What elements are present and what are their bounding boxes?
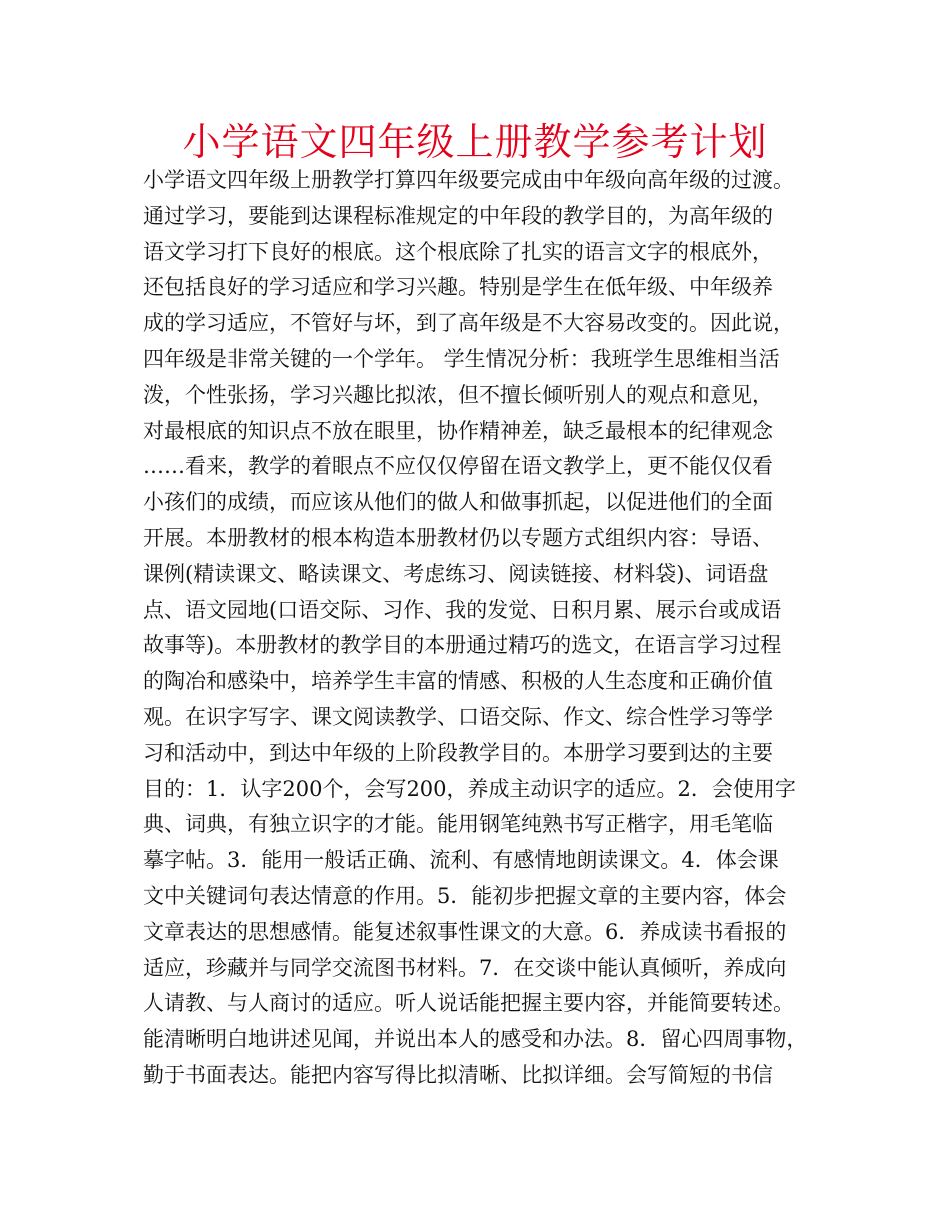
body-line: 故事等)。本册教材的教学目的本册通过精巧的选文，在语言学习过程 [143,633,782,658]
body-line: 泼，个性张扬，学习兴趣比拟浓，但不擅长倾听别人的观点和意见， [143,382,773,407]
body-line: 四年级是非常关键的一个学年。 学生情况分析：我班学生思维相当活 [143,346,780,371]
body-line: 适应，珍藏并与同学交流图书材料。7．在交谈中能认真倾听，养成向 [143,955,787,980]
body-line: 对最根底的知识点不放在眼里，协作精神差，缺乏最根本的纪律观念 [143,418,773,443]
body-line: 小学语文四年级上册教学打算四年级要完成由中年级向高年级的过渡。 [143,168,794,192]
body-line: 语文学习打下良好的根底。这个根底除了扎实的语言文字的根底外， [143,239,773,264]
body-line: 成的学习适应，不管好与坏，到了高年级是不大容易改变的。因此说， [143,311,794,336]
body-line: 习和活动中，到达中年级的上阶段教学目的。本册学习要到达的主要 [143,740,773,765]
body-line: 的陶冶和感染中，培养学生丰富的情感、积极的人生态度和正确价值 [143,669,773,694]
body-line: 点、语文园地(口语交际、习作、我的发觉、日积月累、展示台或成语 [143,597,782,622]
body-line: 文章表达的思想感情。能复述叙事性课文的大意。6．养成读书看报的 [143,919,787,944]
body-line: 人请教、与人商讨的适应。听人说话能把握主要内容，并能简要转述。 [143,991,794,1016]
body-line: 能清晰明白地讲述见闻，并说出本人的感受和办法。8．留心四周事物， [143,1027,808,1052]
body-line: 文中关键词句表达情意的作用。5．能初步把握文章的主要内容，体会 [143,883,787,908]
body-line: 摹字帖。3．能用一般话正确、流利、有感情地朗读课文。4．体会课 [143,848,779,873]
body-line: 小孩们的成绩，而应该从他们的做人和做事抓起，以促进他们的全面 [143,490,773,515]
body-line: 勤于书面表达。能把内容写得比拟清晰、比拟详细。会写简短的书信 [143,1062,773,1087]
body-line: 开展。本册教材的根本构造本册教材仍以专题方式组织内容：导语、 [143,525,773,550]
body-line: ……看来，教学的着眼点不应仅仅停留在语文教学上，更不能仅仅看 [143,454,773,479]
body-line: 观。在识字写字、课文阅读教学、口语交际、作文、综合性学习等学 [143,704,773,729]
body-line: 目的：1．认字200个，会写200，养成主动识字的适应。2．会使用字 [143,776,796,801]
body-line: 典、词典，有独立识字的才能。能用钢笔纯熟书写正楷字，用毛笔临 [143,812,773,837]
body-line: 还包括良好的学习适应和学习兴趣。特别是学生在低年级、中年级养 [143,275,773,300]
document-body [143,163,843,1094]
body-line: 通过学习，要能到达课程标准规定的中年段的教学目的，为高年级的 [143,203,773,228]
body-line: 课例(精读课文、略读课文、考虑练习、阅读链接、材料袋)、词语盘 [143,561,769,586]
document-title: 小学语文四年级上册教学参考计划 [182,120,768,164]
